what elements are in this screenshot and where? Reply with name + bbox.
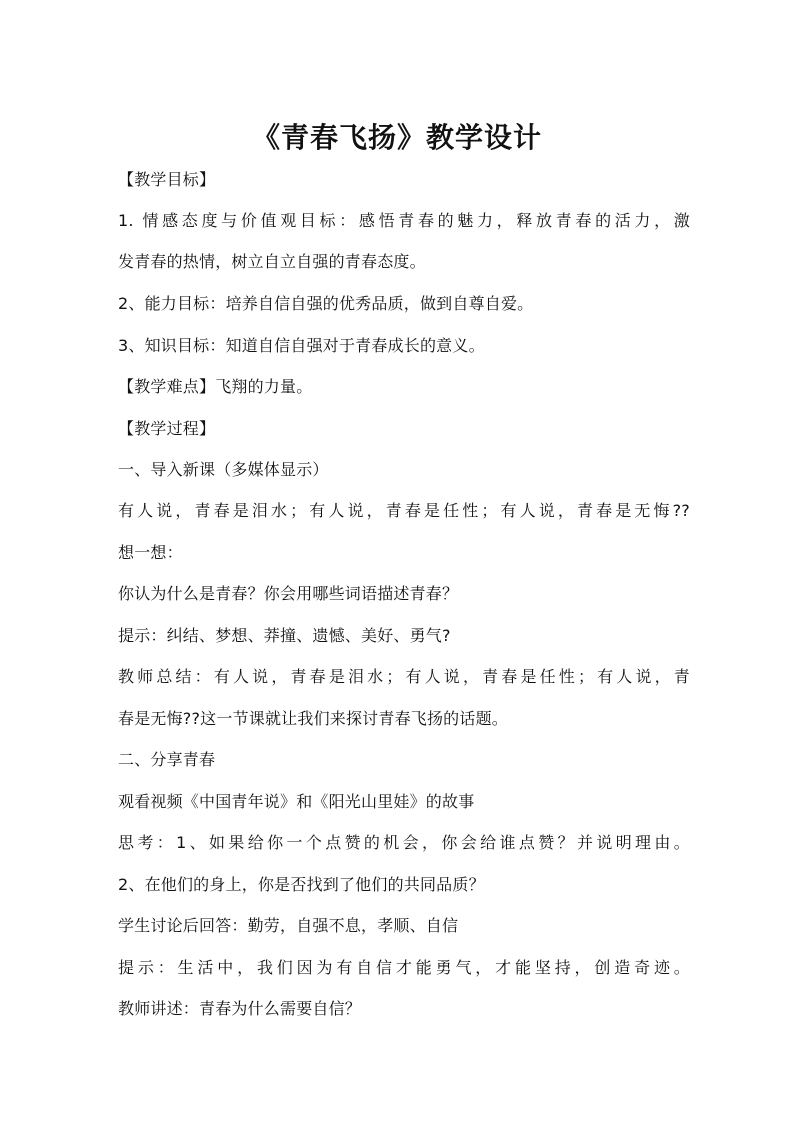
- objective-1-line-1: 1. 情感态度与价值观目标：感悟青春的魅力，释放青春的活力，激: [118, 211, 690, 230]
- hint-line-2: 提示：生活中，我们因为有自信才能勇气，才能坚持，创造奇迹。: [118, 958, 690, 977]
- reflection-question-2: 2、在他们的身上，你是否找到了他们的共同品质？: [118, 875, 485, 894]
- video-line: 观看视频《中国青年说》和《阳光山里娃》的故事: [118, 792, 475, 811]
- teacher-summary-line-2: 春是无悔??这一节课就让我们来探讨青春飞扬的话题。: [118, 709, 508, 728]
- part-2-heading: 二、分享青春: [118, 750, 216, 769]
- student-answer-line: 学生讨论后回答：勤劳，自强不息，孝顺、自信: [118, 916, 459, 935]
- intro-quote: 有人说，青春是泪水；有人说，青春是任性；有人说，青春是无悔??: [118, 501, 690, 520]
- document-title: 《青春飞扬》教学设计: [251, 121, 542, 154]
- think-label: 想一想：: [118, 543, 183, 562]
- hint-line-1: 提示：纠结、梦想、莽撞、遗憾、美好、勇气?: [118, 626, 451, 645]
- objective-2: 2、能力目标：培养自信自强的优秀品质，做到自尊自爱。: [118, 294, 534, 313]
- teacher-summary-line-1: 教师总结：有人说，青春是泪水；有人说，青春是任性；有人说，青: [118, 667, 690, 686]
- objective-1-line-2: 发青春的热情，树立自立自强的青春态度。: [118, 252, 426, 271]
- question-line: 你认为什么是青春？你会用哪些词语描述青春？: [118, 584, 459, 603]
- part-1-heading: 一、导入新课（多媒体显示）: [118, 460, 329, 479]
- difficulty-line: 【教学难点】飞翔的力量。: [118, 377, 313, 396]
- section-heading-objectives: 【教学目标】: [118, 170, 216, 189]
- reflection-question-1: 思考：1、如果给你一个点赞的机会，你会给谁点赞？并说明理由。: [118, 833, 690, 852]
- teacher-narration-line: 教师讲述：青春为什么需要自信？: [118, 999, 362, 1018]
- objective-3: 3、知识目标：知道自信自强对于青春成长的意义。: [118, 336, 485, 355]
- section-heading-process: 【教学过程】: [118, 419, 216, 438]
